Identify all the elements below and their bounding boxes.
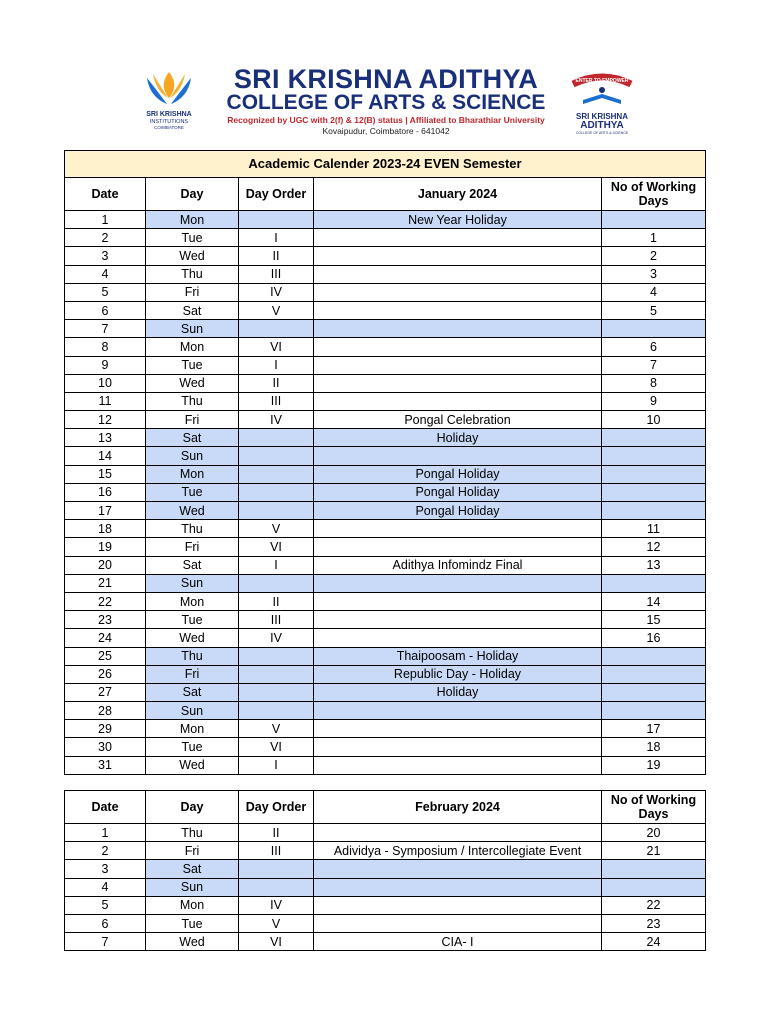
working-days-cell: 13 (602, 556, 706, 574)
day-order-cell (239, 647, 314, 665)
day-order-cell: III (239, 392, 314, 410)
working-days-cell (602, 320, 706, 338)
day-cell: Wed (146, 374, 239, 392)
working-days-cell: 22 (602, 896, 706, 914)
day-order-cell (239, 574, 314, 592)
table-row (65, 301, 706, 319)
date-cell: 10 (65, 374, 146, 392)
working-days-cell: 8 (602, 374, 706, 392)
logo-left-line1: SRI KRISHNA (146, 111, 192, 118)
day-cell: Mon (146, 720, 239, 738)
column-header-month: February 2024 (314, 791, 602, 824)
date-cell: 6 (65, 914, 146, 932)
table-row (65, 338, 706, 356)
working-days-cell: 3 (602, 265, 706, 283)
date-cell: 7 (65, 933, 146, 951)
date-cell: 2 (65, 229, 146, 247)
january-rows (65, 211, 706, 775)
college-header (0, 60, 768, 140)
event-cell (314, 538, 602, 556)
day-cell: Wed (146, 933, 239, 951)
event-cell: Thaipoosam - Holiday (314, 647, 602, 665)
day-cell: Tue (146, 914, 239, 932)
college-title-block (208, 66, 564, 137)
working-days-cell: 16 (602, 629, 706, 647)
working-days-cell (602, 211, 706, 229)
working-days-cell: 19 (602, 756, 706, 774)
event-cell (314, 896, 602, 914)
day-cell: Sun (146, 574, 239, 592)
working-days-cell (602, 878, 706, 896)
book-emblem-icon (569, 70, 635, 108)
date-cell: 2 (65, 842, 146, 860)
event-cell (314, 860, 602, 878)
working-days-cell (602, 702, 706, 720)
working-days-cell: 5 (602, 301, 706, 319)
event-cell (314, 574, 602, 592)
day-cell: Mon (146, 465, 239, 483)
day-order-cell: IV (239, 896, 314, 914)
table-row (65, 502, 706, 520)
working-days-cell (602, 502, 706, 520)
date-cell: 14 (65, 447, 146, 465)
working-days-cell: 7 (602, 356, 706, 374)
day-order-cell: I (239, 756, 314, 774)
table-row (65, 465, 706, 483)
event-cell: Holiday (314, 683, 602, 701)
logo-right-line1: SRI KRISHNA (575, 112, 628, 121)
column-header-day-order: Day Order (239, 791, 314, 824)
february-rows (65, 824, 706, 951)
working-days-cell (602, 860, 706, 878)
working-days-cell: 6 (602, 338, 706, 356)
day-cell: Thu (146, 520, 239, 538)
column-header-date: Date (65, 791, 146, 824)
sri-krishna-adithya-logo (566, 70, 638, 136)
day-cell: Mon (146, 211, 239, 229)
event-cell: Pongal Holiday (314, 465, 602, 483)
day-order-cell: III (239, 611, 314, 629)
date-cell: 1 (65, 824, 146, 842)
day-cell: Wed (146, 247, 239, 265)
event-cell (314, 914, 602, 932)
day-order-cell: I (239, 356, 314, 374)
working-days-cell (602, 465, 706, 483)
day-order-cell (239, 211, 314, 229)
date-cell: 8 (65, 338, 146, 356)
day-order-cell: VI (239, 933, 314, 951)
date-cell: 26 (65, 665, 146, 683)
day-order-cell: II (239, 592, 314, 610)
recognition-text: Recognized by UGC with 2(f) & 12(B) status | Affiliated to Bharathiar University (227, 115, 545, 125)
working-days-cell: 17 (602, 720, 706, 738)
january-calendar-table (64, 150, 706, 775)
table-row (65, 647, 706, 665)
event-cell (314, 611, 602, 629)
working-days-cell: 12 (602, 538, 706, 556)
event-cell (314, 356, 602, 374)
event-cell (314, 374, 602, 392)
table-row (65, 211, 706, 229)
event-cell (314, 824, 602, 842)
day-order-cell: VI (239, 338, 314, 356)
event-cell: Adividya - Symposium / Intercollegiate Event (314, 842, 602, 860)
day-cell: Tue (146, 611, 239, 629)
day-cell: Thu (146, 265, 239, 283)
day-cell: Fri (146, 842, 239, 860)
day-cell: Mon (146, 896, 239, 914)
date-cell: 4 (65, 265, 146, 283)
event-cell (314, 447, 602, 465)
event-cell (314, 392, 602, 410)
column-header-month: January 2024 (314, 178, 602, 211)
working-days-cell (602, 683, 706, 701)
table-row (65, 896, 706, 914)
date-cell: 28 (65, 702, 146, 720)
day-cell: Thu (146, 392, 239, 410)
column-header-working-days: No of Working Days (602, 791, 706, 824)
event-cell (314, 247, 602, 265)
date-cell: 24 (65, 629, 146, 647)
flame-hands-icon (141, 68, 197, 110)
day-cell: Sat (146, 683, 239, 701)
date-cell: 22 (65, 592, 146, 610)
table-row (65, 702, 706, 720)
table-row (65, 611, 706, 629)
working-days-cell: 21 (602, 842, 706, 860)
date-cell: 6 (65, 301, 146, 319)
event-cell (314, 720, 602, 738)
day-order-cell: V (239, 520, 314, 538)
table-row (65, 447, 706, 465)
date-cell: 21 (65, 574, 146, 592)
date-cell: 1 (65, 211, 146, 229)
day-cell: Mon (146, 338, 239, 356)
table-row (65, 574, 706, 592)
working-days-cell: 4 (602, 283, 706, 301)
date-cell: 11 (65, 392, 146, 410)
event-cell: Pongal Celebration (314, 411, 602, 429)
table-row (65, 247, 706, 265)
day-order-cell: I (239, 556, 314, 574)
day-cell: Tue (146, 356, 239, 374)
day-order-cell (239, 683, 314, 701)
table-row (65, 878, 706, 896)
day-cell: Wed (146, 629, 239, 647)
day-cell: Sun (146, 447, 239, 465)
day-order-cell: IV (239, 629, 314, 647)
event-cell (314, 878, 602, 896)
day-cell: Tue (146, 229, 239, 247)
date-cell: 29 (65, 720, 146, 738)
day-order-cell: VI (239, 738, 314, 756)
working-days-cell (602, 447, 706, 465)
day-order-cell: VI (239, 538, 314, 556)
date-cell: 5 (65, 896, 146, 914)
day-order-cell: IV (239, 283, 314, 301)
date-cell: 12 (65, 411, 146, 429)
date-cell: 3 (65, 247, 146, 265)
table-row (65, 229, 706, 247)
table-row (65, 356, 706, 374)
day-cell: Sat (146, 860, 239, 878)
day-cell: Wed (146, 756, 239, 774)
working-days-cell (602, 429, 706, 447)
day-cell: Fri (146, 538, 239, 556)
day-order-cell (239, 702, 314, 720)
date-cell: 3 (65, 860, 146, 878)
day-order-cell (239, 878, 314, 896)
working-days-cell: 18 (602, 738, 706, 756)
event-cell: CIA- I (314, 933, 602, 951)
event-cell (314, 738, 602, 756)
table-row (65, 933, 706, 951)
table-row (65, 265, 706, 283)
column-header-day: Day (146, 791, 239, 824)
day-cell: Sun (146, 702, 239, 720)
working-days-cell: 1 (602, 229, 706, 247)
date-cell: 7 (65, 320, 146, 338)
table-row (65, 538, 706, 556)
date-cell: 5 (65, 283, 146, 301)
table-row (65, 520, 706, 538)
event-cell (314, 265, 602, 283)
table-row (65, 629, 706, 647)
day-order-cell: V (239, 301, 314, 319)
day-order-cell (239, 665, 314, 683)
day-cell: Sun (146, 320, 239, 338)
table-row (65, 860, 706, 878)
day-order-cell: V (239, 720, 314, 738)
day-cell: Mon (146, 592, 239, 610)
table-row (65, 738, 706, 756)
working-days-cell: 24 (602, 933, 706, 951)
column-header-date: Date (65, 178, 146, 211)
table-row (65, 483, 706, 501)
day-order-cell: II (239, 824, 314, 842)
event-cell: Pongal Holiday (314, 502, 602, 520)
day-order-cell (239, 429, 314, 447)
day-order-cell: III (239, 842, 314, 860)
date-cell: 17 (65, 502, 146, 520)
logo-right-line3: COLLEGE OF ARTS & SCIENCE (575, 131, 629, 135)
table-row (65, 283, 706, 301)
table-row (65, 824, 706, 842)
day-order-cell: II (239, 374, 314, 392)
table-row (65, 411, 706, 429)
working-days-cell: 20 (602, 824, 706, 842)
column-header-working-days: No of Working Days (602, 178, 706, 211)
day-order-cell: V (239, 914, 314, 932)
event-cell (314, 301, 602, 319)
event-cell (314, 520, 602, 538)
day-cell: Sat (146, 301, 239, 319)
event-cell (314, 592, 602, 610)
event-cell (314, 338, 602, 356)
working-days-cell (602, 483, 706, 501)
day-cell: Fri (146, 283, 239, 301)
february-calendar-table (64, 790, 706, 951)
day-cell: Sun (146, 878, 239, 896)
event-cell (314, 756, 602, 774)
working-days-cell: 9 (602, 392, 706, 410)
table-row (65, 665, 706, 683)
date-cell: 27 (65, 683, 146, 701)
calendar-title: Academic Calender 2023-24 EVEN Semester (65, 151, 706, 178)
logo-left-line3: COIMBATORE (154, 125, 184, 130)
column-header-day-order: Day Order (239, 178, 314, 211)
table-row (65, 914, 706, 932)
logo-right-line2: ADITHYA (580, 120, 624, 131)
day-cell: Tue (146, 738, 239, 756)
event-cell (314, 320, 602, 338)
event-cell: Pongal Holiday (314, 483, 602, 501)
table-row (65, 374, 706, 392)
event-cell (314, 702, 602, 720)
date-cell: 19 (65, 538, 146, 556)
day-cell: Tue (146, 483, 239, 501)
date-cell: 23 (65, 611, 146, 629)
day-order-cell (239, 447, 314, 465)
day-order-cell (239, 320, 314, 338)
date-cell: 13 (65, 429, 146, 447)
table-row (65, 429, 706, 447)
working-days-cell (602, 665, 706, 683)
day-cell: Thu (146, 824, 239, 842)
day-order-cell (239, 483, 314, 501)
date-cell: 31 (65, 756, 146, 774)
logo-left-line2: INSTITUTIONS (149, 119, 189, 125)
date-cell: 18 (65, 520, 146, 538)
table-row (65, 842, 706, 860)
date-cell: 20 (65, 556, 146, 574)
date-cell: 15 (65, 465, 146, 483)
day-cell: Thu (146, 647, 239, 665)
date-cell: 30 (65, 738, 146, 756)
day-cell: Sat (146, 556, 239, 574)
day-cell: Fri (146, 665, 239, 683)
table-row (65, 683, 706, 701)
working-days-cell (602, 574, 706, 592)
working-days-cell: 11 (602, 520, 706, 538)
table-row (65, 720, 706, 738)
table-row (65, 592, 706, 610)
event-cell (314, 629, 602, 647)
date-cell: 25 (65, 647, 146, 665)
working-days-cell: 15 (602, 611, 706, 629)
table-row (65, 320, 706, 338)
event-cell (314, 229, 602, 247)
table-row (65, 392, 706, 410)
working-days-cell (602, 647, 706, 665)
table-row (65, 556, 706, 574)
sri-krishna-institutions-logo (130, 68, 208, 136)
day-cell: Sat (146, 429, 239, 447)
day-cell: Wed (146, 502, 239, 520)
date-cell: 4 (65, 878, 146, 896)
working-days-cell: 2 (602, 247, 706, 265)
day-order-cell: III (239, 265, 314, 283)
event-cell: Holiday (314, 429, 602, 447)
day-order-cell: I (239, 229, 314, 247)
date-cell: 16 (65, 483, 146, 501)
event-cell (314, 283, 602, 301)
day-order-cell (239, 860, 314, 878)
event-cell: New Year Holiday (314, 211, 602, 229)
day-order-cell (239, 502, 314, 520)
logo-banner-text: ENTER TO EMPOWER (575, 78, 629, 84)
college-name: SRI KRISHNA ADITHYA (233, 64, 539, 94)
college-address: Kovaipudur, Coimbatore - 641042 (322, 126, 450, 136)
column-header-day: Day (146, 178, 239, 211)
event-cell: Adithya Infomindz Final (314, 556, 602, 574)
day-order-cell: II (239, 247, 314, 265)
day-cell: Fri (146, 411, 239, 429)
table-row (65, 756, 706, 774)
day-order-cell (239, 465, 314, 483)
date-cell: 9 (65, 356, 146, 374)
day-order-cell: IV (239, 411, 314, 429)
working-days-cell: 10 (602, 411, 706, 429)
event-cell: Republic Day - Holiday (314, 665, 602, 683)
college-subtitle: COLLEGE OF ARTS & SCIENCE (226, 91, 546, 114)
working-days-cell: 23 (602, 914, 706, 932)
working-days-cell: 14 (602, 592, 706, 610)
